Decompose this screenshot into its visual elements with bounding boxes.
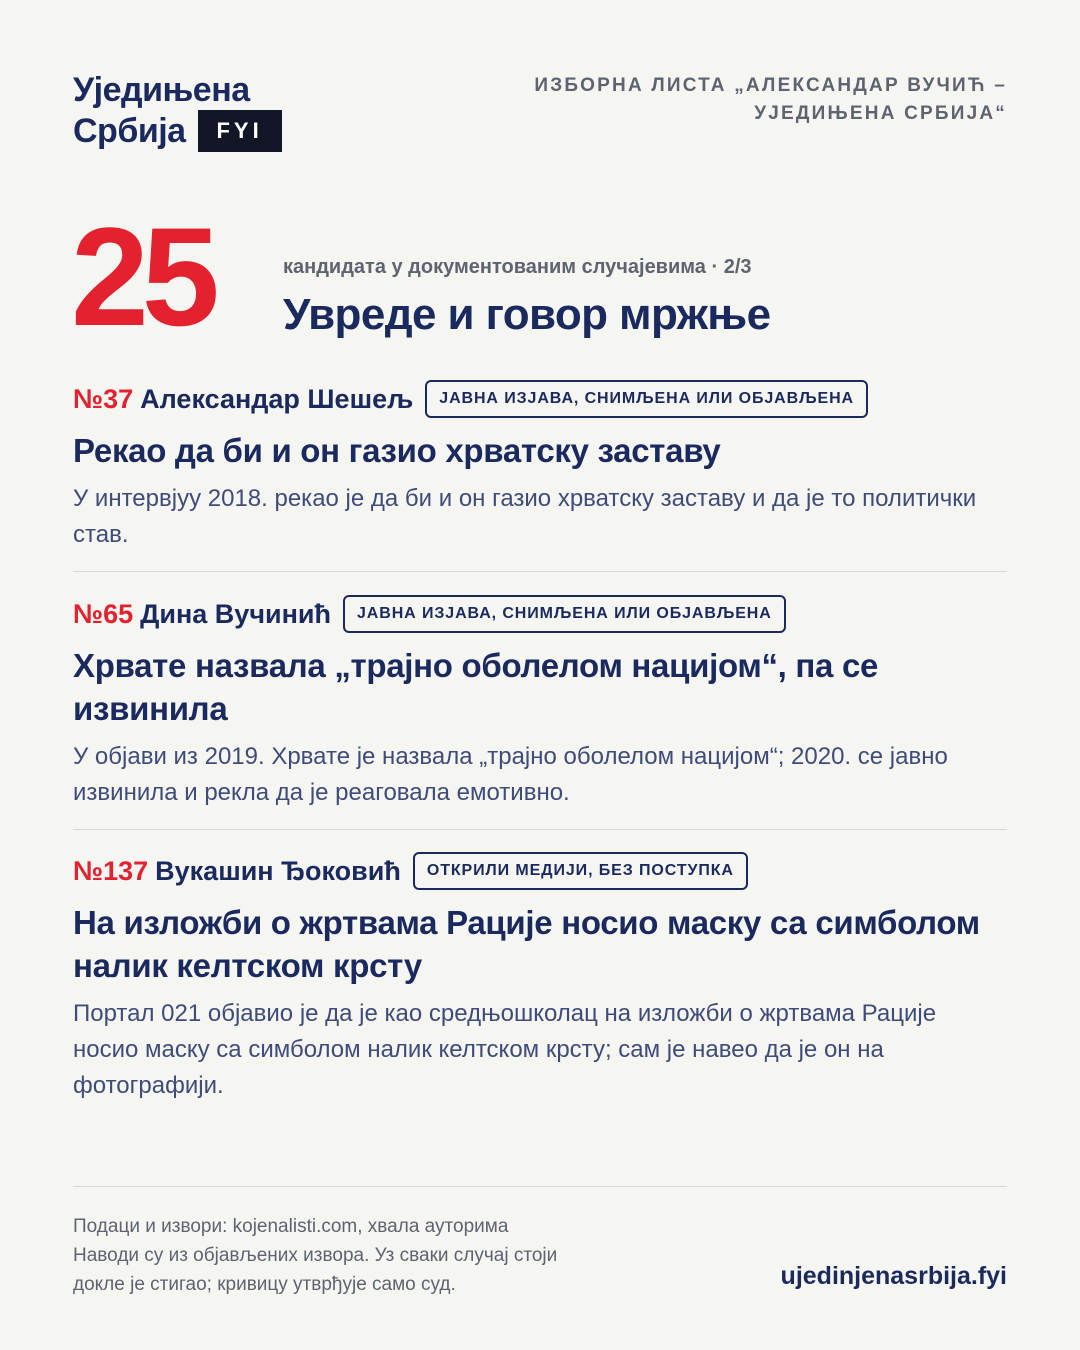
entry-header — [73, 379, 1007, 419]
footer-line-3: докле је стигао; кривицу утврђује само суд. — [73, 1274, 456, 1295]
candidate-number: №137 — [73, 855, 149, 886]
entry-header — [73, 594, 1007, 634]
entry-item — [73, 851, 1007, 1104]
fyi-badge: FYI — [198, 110, 282, 152]
entry-item — [73, 594, 1007, 811]
candidate-number: №65 — [73, 598, 134, 629]
entry-item — [73, 379, 1007, 553]
hero-subtitle: кандидата у документованим случајевима · 2/3 — [283, 256, 752, 278]
electoral-list-title — [487, 72, 1007, 128]
candidate-name: Александар Шешељ — [140, 383, 414, 414]
divider — [73, 571, 1007, 572]
entry-description: У интервјуу 2018. рекао је да би и он газио хрватску заставу и да је то политички став. — [73, 485, 977, 548]
footer-sources — [73, 1212, 557, 1299]
status-badge: ЈАВНА ИЗЈАВА, СНИМЉЕНА ИЛИ ОБЈАВЉЕНА — [343, 595, 786, 633]
logo-line-1: Уједињена — [73, 71, 250, 109]
entry-heading: Рекао да би и он газио хрватску заставу — [73, 432, 721, 469]
divider — [73, 829, 1007, 830]
footer-line-2: Наводи су из објављених извора. Уз сваки случај стоји — [73, 1245, 558, 1266]
candidate-number: №37 — [73, 383, 134, 414]
logo — [73, 70, 282, 152]
electoral-list-line-1: ИЗБОРНА ЛИСТА „АЛЕКСАНДАР ВУЧИЋ – — [534, 75, 1007, 96]
footer-line-1: Подаци и извори: kojenalisti.com, хвала ауторима — [73, 1216, 509, 1237]
page — [73, 0, 1007, 1350]
entry-description: У објави из 2019. Хрвате је назвала „трајно оболелом нацијом“; 2020. се јавно извинила и рекла да је реаговала емотивно. — [73, 743, 948, 806]
candidate-name: Дина Вучинић — [140, 598, 331, 629]
page-title: Увреде и говор мржње — [283, 290, 771, 339]
entry-description: Портал 021 објавио је да је као средњошколац на изложби о жртвама Рације носио маску са симболом налик келтском крсту; сам је навео да је он на фотографији. — [73, 1000, 937, 1099]
footer-divider — [73, 1186, 1007, 1187]
candidate-count: 25 — [71, 198, 213, 355]
entry-heading: На изложби о жртвама Рације носио маску са симболом налик келтском крсту — [73, 904, 980, 984]
logo-row — [73, 110, 282, 152]
entry-heading: Хрвате назвала „трајно оболелом нацијом“, па се извинила — [73, 647, 879, 727]
logo-line-2: Србија — [73, 112, 186, 150]
entry-header — [73, 851, 1007, 891]
candidate-name: Вукашин Ђоковић — [155, 855, 401, 886]
electoral-list-line-2: УЈЕДИЊЕНА СРБИЈА“ — [754, 103, 1007, 124]
website-link[interactable]: ujedinjenasrbija.fyi — [780, 1262, 1007, 1290]
status-badge: ОТКРИЛИ МЕДИЈИ, БЕЗ ПОСТУПКА — [413, 852, 748, 890]
status-badge: ЈАВНА ИЗЈАВА, СНИМЉЕНА ИЛИ ОБЈАВЉЕНА — [425, 380, 868, 418]
